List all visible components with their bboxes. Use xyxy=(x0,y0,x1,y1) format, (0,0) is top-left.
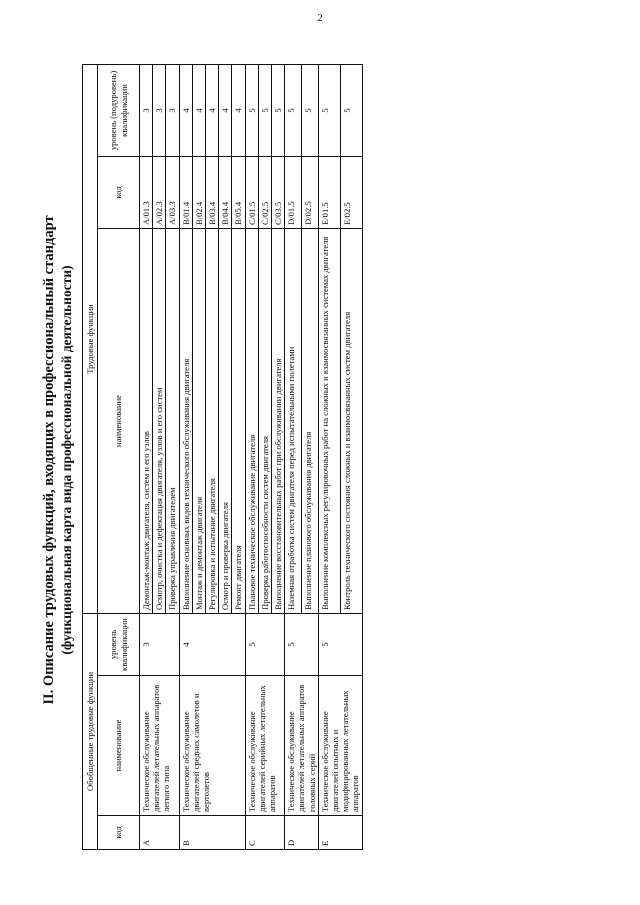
function-code: D/02.5 xyxy=(302,156,319,228)
function-name: Осмотр и проверка двигателя xyxy=(219,228,232,613)
function-code: B/05.4 xyxy=(232,156,245,228)
header-name: наименование xyxy=(98,676,140,816)
function-name: Плановое техническое обслуживание двигателя xyxy=(245,228,258,613)
functional-map-table xyxy=(82,64,363,850)
function-name: Осмотр, очистка и дефектация двигателя, узлов и его систем xyxy=(153,228,166,613)
group-name: Техническое обслуживание двигателей летательных аппаратов легкого типа xyxy=(140,676,180,816)
function-name: Наземная отработка систем двигателя перед испытательными полетами xyxy=(285,228,302,613)
group-code: D xyxy=(285,816,319,850)
table-row xyxy=(179,64,192,849)
function-code: D/01.5 xyxy=(285,156,302,228)
function-level: 5 xyxy=(302,64,319,156)
function-code: A/01.3 xyxy=(140,156,153,228)
group-name: Техническое обслуживание двигателей средних самолетов и вертолетов xyxy=(179,676,245,816)
group-code: E xyxy=(318,816,362,850)
function-name: Демонтаж-монтаж двигателя, систем и его узлов xyxy=(140,228,153,613)
table-row xyxy=(140,64,153,849)
function-level: 4 xyxy=(219,64,232,156)
function-name: Выполнение восстановительных работ при обслуживании двигателя xyxy=(272,228,285,613)
function-level: 3 xyxy=(166,64,179,156)
group-name: Техническое обслуживание двигателей летательных аппаратов головных серий xyxy=(285,676,319,816)
function-code: E/01.5 xyxy=(318,156,340,228)
group-level: 3 xyxy=(140,613,180,675)
function-level: 5 xyxy=(340,64,362,156)
function-name: Выполнение планового обслуживания двигателя xyxy=(302,228,319,613)
function-level: 4 xyxy=(179,64,192,156)
function-level: 4 xyxy=(206,64,219,156)
header-level: уровень квалификации xyxy=(98,613,140,675)
group-level: 4 xyxy=(179,613,245,675)
table-row xyxy=(245,64,258,849)
function-code: A/03.3 xyxy=(166,156,179,228)
function-name: Ремонт двигателя xyxy=(232,228,245,613)
function-code: C/03.5 xyxy=(272,156,285,228)
function-level: 3 xyxy=(140,64,153,156)
function-level: 5 xyxy=(258,64,271,156)
header-labor-functions: Трудовые функции xyxy=(83,64,98,613)
group-level: 5 xyxy=(318,613,362,675)
function-code: B/02.4 xyxy=(192,156,205,228)
function-code: C/01.5 xyxy=(245,156,258,228)
function-code: C/02.5 xyxy=(258,156,271,228)
header-tf-level: уровень (подуровень) квалификации xyxy=(98,64,140,156)
function-code: A/02.3 xyxy=(153,156,166,228)
function-name: Регулировка и испытание двигателя xyxy=(206,228,219,613)
group-level: 5 xyxy=(285,613,319,675)
group-level: 5 xyxy=(245,613,285,675)
group-code: C xyxy=(245,816,285,850)
function-code: B/01.4 xyxy=(179,156,192,228)
function-level: 3 xyxy=(153,64,166,156)
section-heading xyxy=(40,60,75,860)
function-level: 4 xyxy=(192,64,205,156)
group-code: A xyxy=(140,816,180,850)
group-name: Техническое обслуживание двигателей опытных и модифицированных летательных аппаратов xyxy=(318,676,362,816)
function-name: Проверка работоспособности систем двигателя xyxy=(258,228,271,613)
function-name: Контроль технического состояния сложных и взаимосвязанных систем двигателя xyxy=(340,228,362,613)
group-code: B xyxy=(179,816,245,850)
function-level: 5 xyxy=(245,64,258,156)
header-tf-code: код xyxy=(98,156,140,228)
function-level: 5 xyxy=(285,64,302,156)
rotated-content xyxy=(40,60,600,860)
function-name: Проверка управления двигателем xyxy=(166,228,179,613)
function-code: E/02.5 xyxy=(340,156,362,228)
group-name: Техническое обслуживание двигателей серийных летательных аппаратов xyxy=(245,676,285,816)
function-name: Выполнение основных видов технического обслуживания двигателя xyxy=(179,228,192,613)
function-level: 4 xyxy=(232,64,245,156)
function-level: 5 xyxy=(318,64,340,156)
header-generalized-functions: Обобщенные трудовые функции xyxy=(83,613,98,849)
table-row xyxy=(318,64,340,849)
function-level: 5 xyxy=(272,64,285,156)
function-name: Монтаж и демонтаж двигателя xyxy=(192,228,205,613)
page-number: 2 xyxy=(317,12,323,24)
heading-line-2: (функциональная карта вида профессиональной деятельности) xyxy=(59,265,74,655)
function-name: Выполнение комплексных регулировочных работ на сложных и взаимосвязанных системах двигателя xyxy=(318,228,340,613)
function-code: B/03.4 xyxy=(206,156,219,228)
header-tf-name: наименование xyxy=(98,228,140,613)
table-row xyxy=(285,64,302,849)
heading-line-1: II. Описание трудовых функций, входящих в профессиональный стандарт xyxy=(41,215,57,705)
header-code: код xyxy=(98,816,140,850)
function-code: B/04.4 xyxy=(219,156,232,228)
